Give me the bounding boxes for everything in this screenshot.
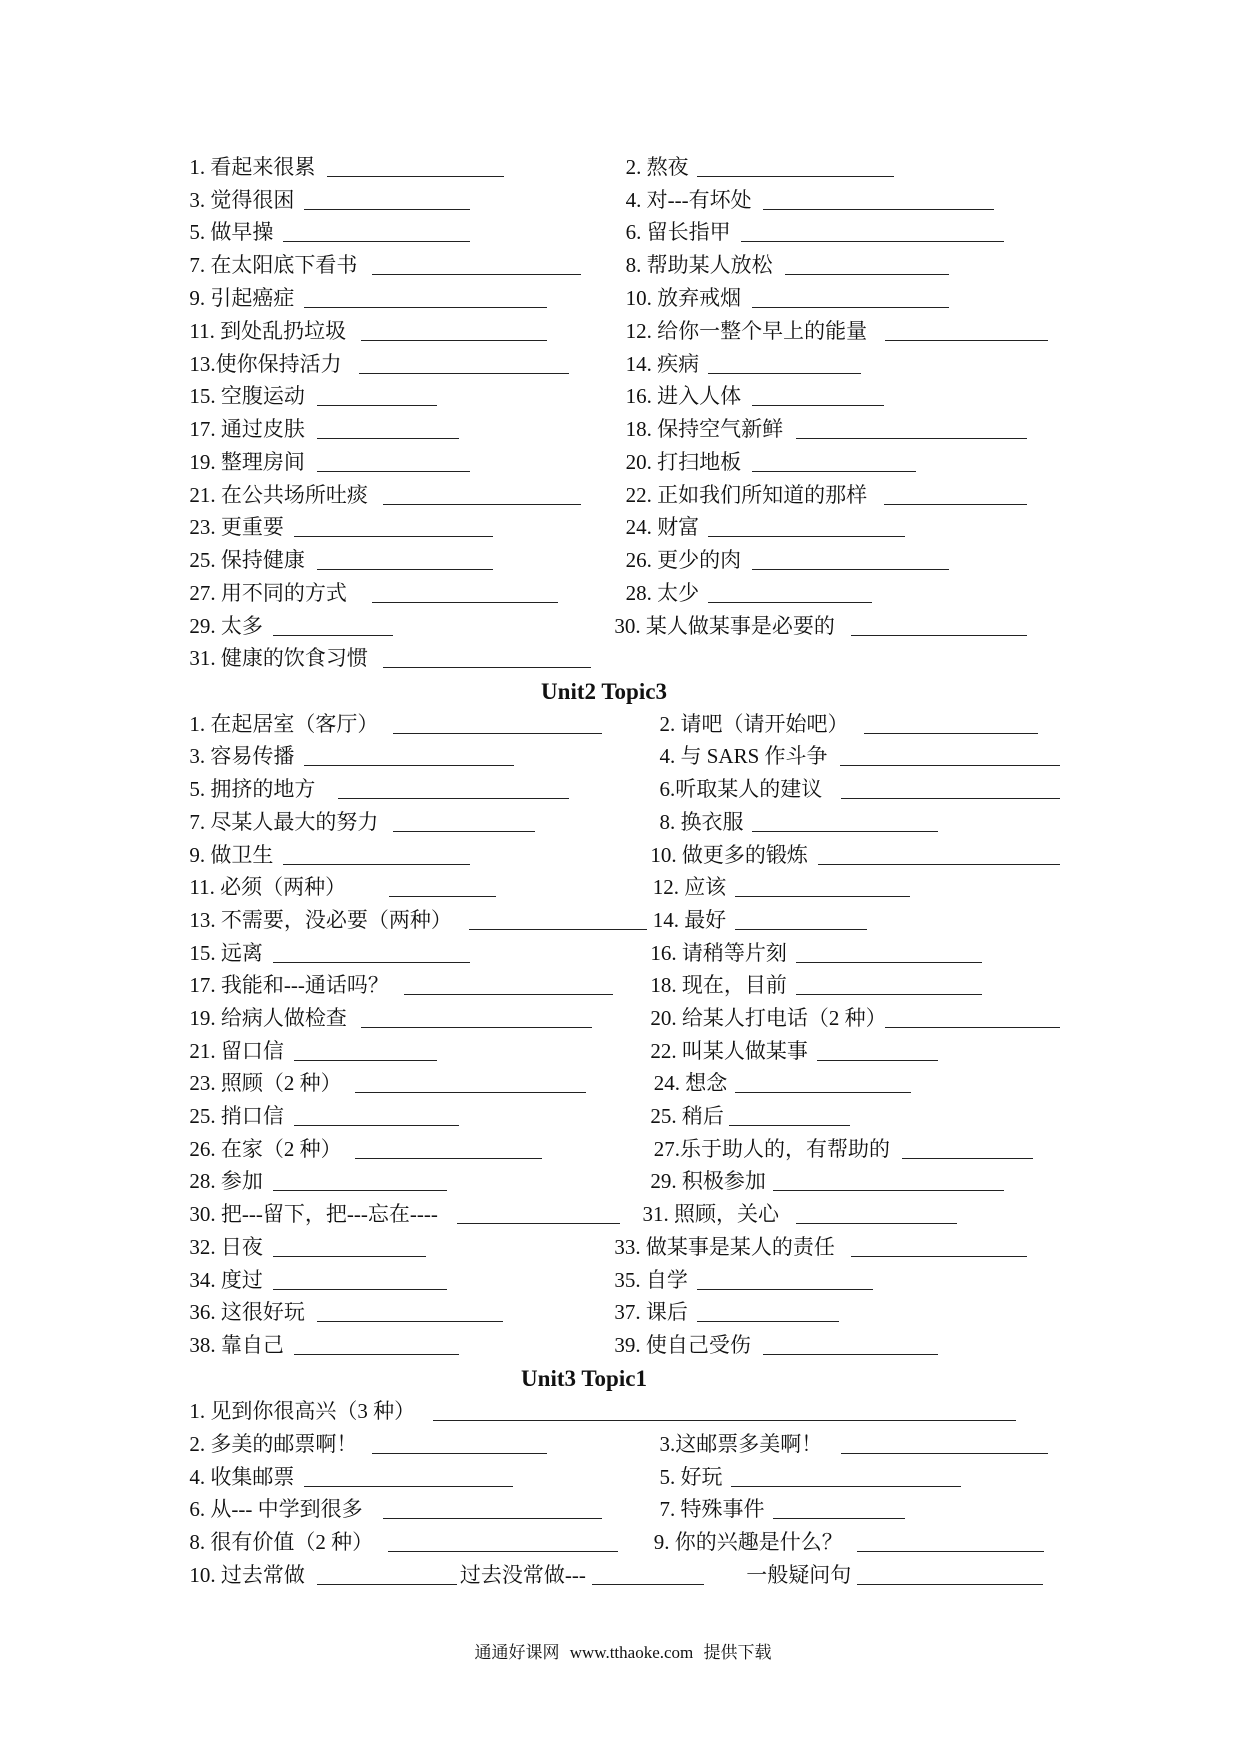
phrase-label: 17. 通过皮肤 [189, 417, 305, 441]
answer-blank [741, 241, 1005, 242]
answer-blank [383, 504, 580, 505]
phrase-label: 22. 正如我们所知道的那样 [625, 482, 868, 507]
section-heading-unit3-topic1: Unit3 Topic1 [521, 1366, 647, 1391]
answer-blank [731, 1486, 961, 1487]
phrase-label: 10. 放弃戒烟 [625, 285, 742, 310]
phrase-label: 37. 课后 [614, 1300, 688, 1325]
answer-blank [592, 1584, 705, 1585]
phrase-label: 过去没常做--- [459, 1562, 586, 1587]
answer-blank [735, 929, 867, 930]
answer-blank [864, 733, 1039, 734]
phrase-label: 32. 日夜 [189, 1234, 263, 1259]
answer-blank [355, 1158, 542, 1159]
phrase-label: 10. 过去常做 [189, 1562, 305, 1587]
phrase-label: 8. 换衣服 [659, 809, 744, 834]
answer-blank [469, 929, 647, 930]
answer-blank [752, 471, 917, 472]
phrase-label: 35. 自学 [614, 1267, 688, 1292]
phrase-label: 36. 这很好玩 [189, 1300, 305, 1325]
phrase-label: 5. 拥挤的地方 [189, 777, 316, 802]
phrase-label: 28. 参加 [189, 1169, 263, 1194]
phrase-label: 23. 照顾（2 种） [189, 1071, 342, 1096]
answer-blank [273, 635, 394, 636]
phrase-label: 25. 稍后 [650, 1104, 724, 1128]
answer-blank [697, 1289, 873, 1290]
answer-blank [304, 307, 546, 308]
phrase-label: 20. 给某人打电话（2 种） [650, 1005, 887, 1030]
phrase-label: 29. 太多 [189, 613, 263, 638]
answer-blank [304, 765, 514, 766]
phrase-label: 15. 远离 [189, 940, 263, 965]
phrase-label: 17. 我能和---通话吗？ [189, 973, 389, 998]
answer-blank [457, 1223, 621, 1224]
phrase-label: 26. 更少的肉 [625, 548, 742, 573]
phrase-label: 34. 度过 [189, 1267, 263, 1292]
answer-blank [433, 1420, 1016, 1421]
answer-blank [294, 536, 492, 537]
phrase-label: 6. 从--- 中学到很多 [189, 1497, 363, 1522]
phrase-label: 39. 使自己受伤 [614, 1332, 751, 1357]
phrase-label: 22. 叫某人做某事 [650, 1038, 808, 1063]
answer-blank [317, 1584, 457, 1585]
answer-blank [283, 241, 470, 242]
answer-blank [361, 1027, 592, 1028]
answer-blank [359, 373, 570, 374]
answer-blank [304, 209, 470, 210]
answer-blank [840, 765, 1060, 766]
answer-blank [729, 1125, 850, 1126]
answer-blank [294, 1354, 459, 1355]
phrase-label: 31. 健康的饮食习惯 [189, 646, 368, 671]
phrase-label: 33. 做某事是某人的责任 [614, 1234, 835, 1259]
phrase-label: 8. 很有价值（2 种） [189, 1530, 374, 1555]
phrase-label: 18. 保持空气新鲜 [625, 417, 784, 441]
answer-blank [294, 1125, 459, 1126]
answer-blank [796, 962, 982, 963]
answer-blank [818, 864, 1059, 865]
phrase-label: 38. 靠自己 [189, 1332, 284, 1357]
answer-blank [697, 176, 894, 177]
answer-blank [317, 471, 470, 472]
answer-blank [902, 1158, 1033, 1159]
phrase-label: 10. 做更多的锻炼 [650, 842, 808, 867]
answer-blank [317, 1321, 503, 1322]
phrase-label: 7. 尽某人最大的努力 [189, 809, 379, 834]
phrase-label: 1. 见到你很高兴（3 种） [189, 1399, 416, 1424]
phrase-label: 23. 更重要 [189, 515, 284, 540]
phrase-label: 6.听取某人的建议 [659, 777, 823, 802]
phrase-label: 8. 帮助某人放松 [625, 253, 773, 278]
phrase-label: 5. 做早操 [189, 220, 274, 245]
phrase-label: 29. 积极参加 [650, 1169, 766, 1194]
answer-blank [773, 1518, 905, 1519]
answer-blank [851, 635, 1027, 636]
answer-blank [763, 209, 994, 210]
phrase-label: 16. 请稍等片刻 [650, 940, 787, 965]
answer-blank [773, 1190, 1004, 1191]
phrase-label: 21. 留口信 [189, 1038, 284, 1063]
phrase-label: 9. 你的兴趣是什么？ [653, 1530, 843, 1555]
phrase-label: 12. 应该 [652, 875, 727, 900]
answer-blank [338, 798, 569, 799]
answer-blank [752, 831, 938, 832]
answer-blank [283, 864, 470, 865]
phrase-label: 11. 必须（两种） [189, 875, 347, 900]
answer-blank [273, 962, 470, 963]
answer-blank [317, 405, 438, 406]
phrase-label: 14. 疾病 [625, 351, 700, 376]
answer-blank [857, 1584, 1043, 1585]
phrase-label: 20. 打扫地板 [625, 449, 742, 474]
answer-blank [372, 274, 581, 275]
phrase-label: 27.乐于助人的，有帮助的 [653, 1136, 891, 1161]
phrase-label: 12. 给你一整个早上的能量 [625, 318, 868, 343]
phrase-label: 31. 照顾，关心 [642, 1202, 779, 1227]
answer-blank [372, 602, 558, 603]
phrase-label: 7. 在太阳底下看书 [189, 253, 358, 278]
phrase-label: 1. 在起居室（客厅） [189, 711, 379, 736]
answer-blank [785, 274, 950, 275]
phrase-label: 27. 用不同的方式 [189, 580, 347, 605]
phrase-label: 4. 收集邮票 [189, 1464, 295, 1489]
phrase-label: 2. 请吧（请开始吧） [659, 711, 849, 736]
answer-blank [393, 733, 602, 734]
answer-blank [388, 1551, 618, 1552]
answer-blank [383, 667, 590, 668]
phrase-label: 19. 给病人做检查 [189, 1005, 347, 1030]
answer-blank [708, 602, 873, 603]
answer-blank [796, 438, 1027, 439]
answer-blank [851, 1256, 1027, 1257]
answer-blank [752, 569, 949, 570]
answer-blank [273, 1289, 448, 1290]
answer-blank [294, 1060, 437, 1061]
answer-blank [752, 307, 949, 308]
phrase-label: 2. 多美的邮票啊！ [189, 1432, 358, 1456]
answer-blank [697, 1321, 839, 1322]
answer-blank [841, 1453, 1048, 1454]
phrase-label: 3. 容易传播 [189, 744, 295, 769]
phrase-label: 30. 某人做某事是必要的 [614, 613, 835, 638]
answer-blank [327, 176, 504, 177]
answer-blank [752, 405, 884, 406]
answer-blank [708, 373, 861, 374]
phrase-label: 18. 现在，目前 [650, 973, 787, 998]
phrase-label: 1. 看起来很累 [189, 154, 316, 179]
answer-blank [389, 896, 496, 897]
phrase-label: 13.使你保持活力 [189, 351, 342, 376]
phrase-label: 24. 想念 [653, 1071, 728, 1096]
answer-blank [708, 536, 905, 537]
phrase-label: 30. 把---留下，把---忘在---- [189, 1202, 438, 1227]
phrase-label: 13. 不需要，没必要（两种） [189, 907, 452, 932]
phrase-label: 25. 捎口信 [189, 1104, 284, 1128]
phrase-label: 5. 好玩 [659, 1464, 723, 1489]
answer-blank [273, 1256, 426, 1257]
phrase-label: 26. 在家（2 种） [189, 1136, 342, 1161]
answer-blank [393, 831, 535, 832]
phrase-label: 15. 空腹运动 [189, 384, 305, 409]
phrase-label: 25. 保持健康 [189, 548, 305, 573]
phrase-label: 14. 最好 [652, 907, 727, 932]
answer-blank [763, 1354, 938, 1355]
section-heading-unit2-topic3: Unit2 Topic3 [541, 679, 667, 704]
answer-blank [796, 994, 982, 995]
phrase-label: 16. 进入人体 [625, 384, 742, 409]
phrase-label: 4. 与 SARS 作斗争 [659, 744, 828, 769]
phrase-label: 3. 觉得很困 [189, 187, 295, 212]
phrase-label: 9. 做卫生 [189, 842, 274, 867]
phrase-label: 一般疑问句 [746, 1562, 852, 1587]
answer-blank [884, 504, 1027, 505]
footer-credit: 通通好课网 www.tthaoke.com 提供下载 [474, 1643, 772, 1662]
phrase-label: 2. 熬夜 [625, 154, 689, 179]
phrase-label: 3.这邮票多美啊！ [659, 1432, 823, 1456]
answer-blank [841, 798, 1060, 799]
phrase-label: 11. 到处乱扔垃圾 [189, 318, 347, 343]
answer-blank [796, 1223, 957, 1224]
phrase-label: 4. 对---有坏处 [625, 187, 752, 212]
answer-blank [885, 1027, 1060, 1028]
answer-blank [372, 1453, 547, 1454]
answer-blank [885, 340, 1049, 341]
answer-blank [304, 1486, 513, 1487]
answer-blank [273, 1190, 448, 1191]
answer-blank [383, 1518, 602, 1519]
phrase-label: 9. 引起癌症 [189, 285, 295, 310]
answer-blank [355, 1092, 586, 1093]
phrase-label: 21. 在公共场所吐痰 [189, 482, 368, 507]
phrase-label: 6. 留长指甲 [625, 220, 731, 245]
answer-blank [817, 1060, 938, 1061]
phrase-label: 24. 财富 [625, 515, 700, 540]
answer-blank [857, 1551, 1044, 1552]
phrase-label: 7. 特殊事件 [659, 1497, 765, 1522]
answer-blank [404, 994, 614, 995]
phrase-label: 28. 太少 [625, 580, 700, 605]
answer-blank [317, 569, 493, 570]
answer-blank [361, 340, 547, 341]
answer-blank [317, 438, 459, 439]
answer-blank [735, 1092, 911, 1093]
phrase-label: 19. 整理房间 [189, 449, 305, 474]
answer-blank [735, 896, 910, 897]
